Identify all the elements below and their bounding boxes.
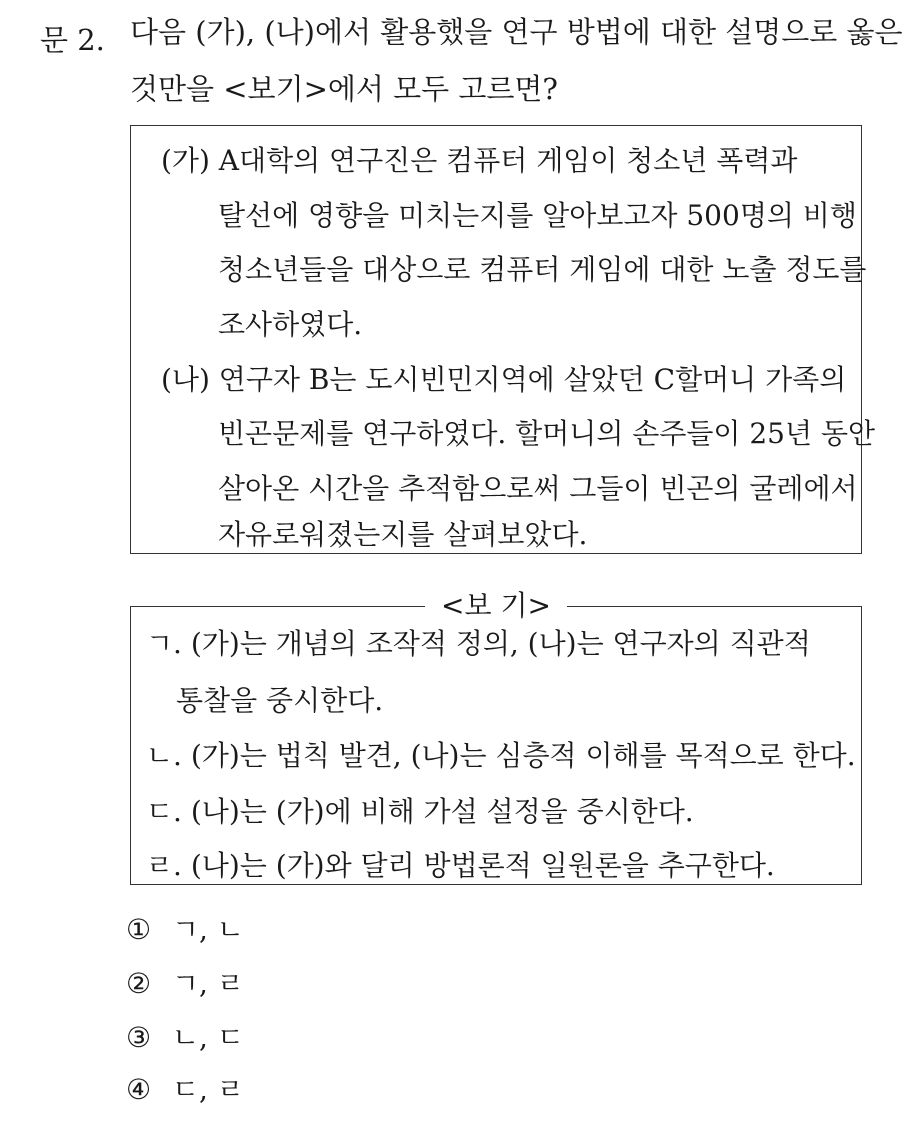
choice-mark: ①: [126, 913, 152, 946]
bogi-item: ㄱ. (가)는 개념의 조작적 정의, (나)는 연구자의 직관적: [146, 627, 811, 660]
answer-choice-4[interactable]: [126, 1073, 244, 1106]
passage-line: 빈곤문제를 연구하였다. 할머니의 손주들이 25년 동안: [218, 417, 876, 450]
bogi-item: ㄹ. (나)는 (가)와 달리 방법론적 일원론을 추구한다.: [146, 849, 775, 882]
passage-line: 자유로워졌는지를 살펴보았다.: [218, 518, 588, 551]
bogi-title: <보 기>: [441, 589, 551, 622]
choice-mark: ④: [126, 1073, 152, 1106]
question-number: 문 2.: [40, 23, 105, 57]
passage-line: (나) 연구자 B는 도시빈민지역에 살았던 C할머니 가족의: [161, 363, 847, 396]
bogi-item: 통찰을 중시한다.: [176, 684, 384, 717]
choice-text: ㄴ, ㄷ: [172, 1021, 244, 1054]
answer-choice-1[interactable]: [126, 913, 244, 946]
answer-choice-2[interactable]: [126, 967, 244, 1000]
passage-line: 청소년들을 대상으로 컴퓨터 게임에 대한 노출 정도를: [218, 253, 867, 286]
question-text-line-2: 것만을 <보기>에서 모두 고르면?: [130, 72, 558, 106]
choice-text: ㄷ, ㄹ: [172, 1073, 244, 1106]
choice-text: ㄱ, ㄹ: [172, 967, 244, 1000]
passage-line: 조사하였다.: [218, 308, 363, 341]
passage-line: 탈선에 영향을 미치는지를 알아보고자 500명의 비행: [218, 199, 857, 232]
bogi-item: ㄷ. (나)는 (가)에 비해 가설 설정을 중시한다.: [146, 795, 694, 828]
question-text-line-1: 다음 (가), (나)에서 활용했을 연구 방법에 대한 설명으로 옳은: [130, 15, 903, 49]
choice-text: ㄱ, ㄴ: [172, 913, 244, 946]
answer-choice-3[interactable]: [126, 1021, 244, 1054]
choice-mark: ③: [126, 1021, 152, 1054]
passage-line: 살아온 시간을 추적함으로써 그들이 빈곤의 굴레에서: [218, 472, 858, 505]
choice-mark: ②: [126, 967, 152, 1000]
bogi-item: ㄴ. (가)는 법칙 발견, (나)는 심층적 이해를 목적으로 한다.: [146, 739, 856, 772]
passage-line: (가) A대학의 연구진은 컴퓨터 게임이 청소년 폭력과: [161, 144, 798, 177]
